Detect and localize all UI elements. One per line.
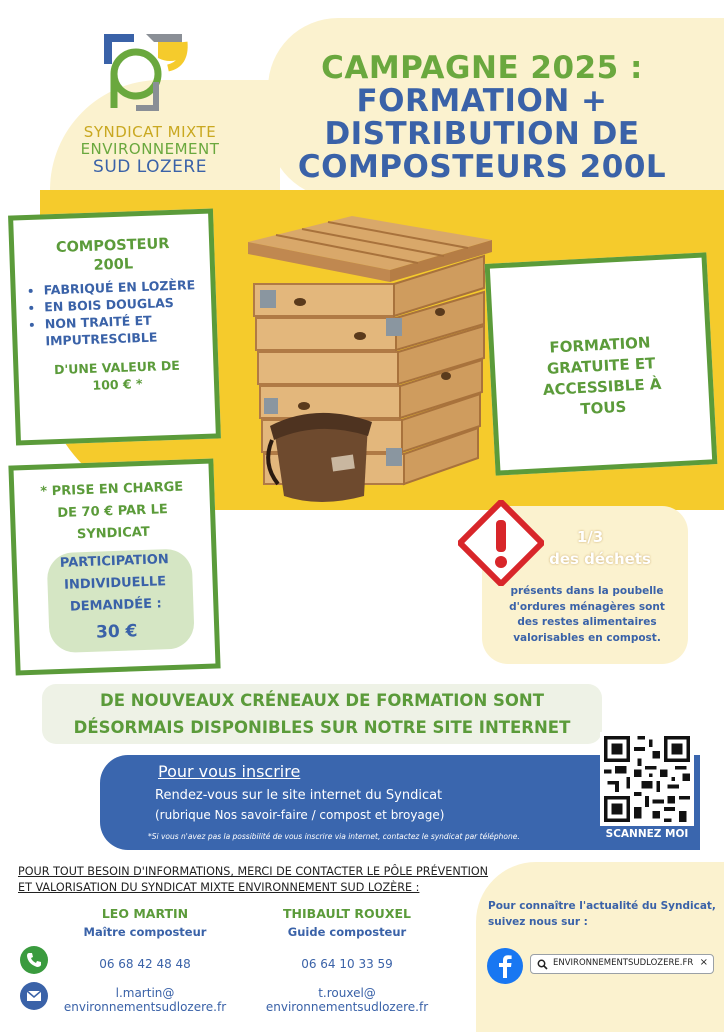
contact-phone[interactable]: 06 68 42 48 48 — [99, 957, 191, 971]
formation-line1: FORMATION — [549, 333, 651, 357]
prise-en-charge-box — [8, 458, 220, 675]
fact-line2: d'ordures ménagères sont — [509, 600, 665, 613]
inscription-note: *Si vous n'avez pas la possibilité de vous inscrire via internet, contactez le syndicat par téléphone. — [148, 832, 520, 841]
fact-fraction: 1/3 — [576, 528, 604, 546]
fact-line3: des restes alimentaires — [517, 616, 657, 628]
social-background — [476, 862, 724, 1032]
social-intro — [488, 898, 716, 930]
composteur-info-box — [8, 208, 221, 445]
feature-item: • EN BOIS DOUGLAS — [44, 293, 203, 316]
logo-text-line3: SUD LOZERE — [93, 157, 207, 177]
contact-intro-line2: ET VALORISATION DU SYNDICAT MIXTE ENVIRONNEMENT SUD LOZÈRE : — [18, 881, 420, 894]
facebook-icon[interactable] — [487, 948, 523, 984]
page-title — [262, 52, 702, 184]
inscription-line2: (rubrique Nos savoir-faire / compost et broyage) — [155, 808, 445, 822]
composteur-features — [43, 276, 204, 350]
contact-leo-martin — [50, 906, 240, 1014]
inscription-heading[interactable]: Pour vous inscrire — [158, 762, 301, 781]
formation-line3: ACCESSIBLE À — [542, 374, 662, 400]
composteur-value-line2: 100 € * — [92, 376, 143, 393]
contact-thibault-rouxel — [252, 906, 442, 1014]
prise-line2: DE 70 € PAR LE — [57, 502, 169, 521]
contact-intro — [18, 864, 488, 896]
fact-headline: des déchets — [549, 550, 651, 568]
contact-intro-line1: POUR TOUT BESOIN D'INFORMATIONS, MERCI DE CONTACTER LE PÔLE PRÉVENTION — [18, 865, 489, 878]
inscription-line1: Rendez-vous sur le site internet du Syndicat — [155, 788, 443, 803]
participation-line2: INDIVIDUELLE — [63, 574, 167, 593]
syndicat-logo — [60, 28, 240, 188]
contact-role: Guide composteur — [287, 925, 407, 939]
wooden-composter-illustration — [240, 212, 502, 502]
composteur-title2: 200L — [93, 256, 134, 274]
contact-email-line1[interactable]: t.rouxel@ — [318, 986, 376, 1000]
title-line4: COMPOSTEURS 200L — [297, 149, 667, 185]
participation-line3: DEMANDÉE : — [69, 596, 162, 615]
formation-line2: GRATUITE ET — [546, 354, 656, 378]
logo-text-line2: ENVIRONNEMENT — [80, 140, 220, 158]
qr-code[interactable] — [600, 732, 694, 826]
contact-email-line2[interactable]: environnementsudlozere.fr — [63, 1000, 227, 1014]
social-line1: Pour connaître l'actualité du Syndicat, — [488, 900, 716, 912]
qr-label: SCANNEZ MOI — [605, 828, 689, 840]
composteur-title1: COMPOSTEUR — [55, 236, 170, 256]
feature-item: • NON TRAITÉ ET IMPUTRESCIBLE — [45, 310, 205, 350]
contact-name: THIBAULT ROUXEL — [283, 906, 411, 921]
fact-line1: présents dans la poubelle — [510, 585, 664, 597]
social-line2: suivez nous sur : — [488, 916, 588, 928]
contact-role: Maître composteur — [83, 925, 207, 939]
contact-name: LEO MARTIN — [101, 906, 189, 921]
fact-text — [492, 584, 682, 646]
title-line2: FORMATION + — [356, 83, 608, 119]
logo-mark-icon — [60, 28, 240, 112]
banner-line1: DE NOUVEAUX CRÉNEAUX DE FORMATION SONT — [100, 691, 544, 710]
contact-phone[interactable]: 06 64 10 33 59 — [301, 957, 393, 971]
new-slots-banner — [42, 684, 602, 744]
email-icon — [20, 982, 48, 1010]
prise-line1: * PRISE EN CHARGE — [40, 479, 184, 500]
title-line3: DISTRIBUTION DE — [324, 116, 640, 152]
feature-item: • FABRIQUÉ EN LOZÈRE — [43, 276, 202, 299]
close-icon[interactable]: × — [699, 957, 708, 968]
search-icon — [537, 959, 548, 970]
composteur-value-line1: D'UNE VALEUR DE — [53, 357, 181, 378]
bio-bucket-icon — [268, 413, 372, 502]
site-search-bar[interactable] — [530, 954, 714, 974]
contact-email-line2[interactable]: environnementsudlozere.fr — [265, 1000, 429, 1014]
banner-line2: DÉSORMAIS DISPONIBLES SUR NOTRE SITE INTERNET — [73, 718, 571, 737]
fact-line4: valorisables en compost. — [513, 631, 661, 644]
formation-info-box — [485, 252, 718, 475]
prise-line3: SYNDICAT — [76, 524, 150, 543]
formation-line4: TOUS — [579, 397, 627, 419]
participation-line1: PARTICIPATION — [59, 552, 170, 571]
search-text: ENVIRONNEMENTSUDLOZERE.FR — [553, 958, 694, 968]
logo-text-line1: SYNDICAT MIXTE — [83, 123, 217, 141]
phone-icon — [20, 946, 48, 974]
participation-price: 30 € — [95, 621, 138, 643]
contact-email-line1[interactable]: l.martin@ — [115, 986, 175, 1000]
title-line1: CAMPAGNE 2025 : — [321, 50, 643, 86]
